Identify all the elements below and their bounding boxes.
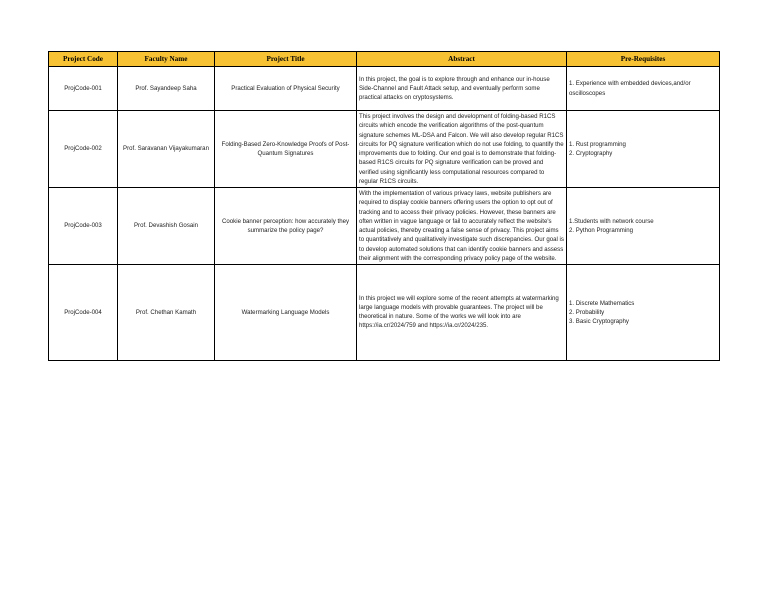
table-row [49,111,720,188]
abstract-cell: With the implementation of various privacy laws, website publishers are required to display cookie banners offering users the option to opt out of tracking and to access their privacy policies. However, these banners are often written in vague language or fail to accurately reflect the website's actual policies, thereby creating a false sense of privacy. This project aims to quantitatively and qualitatively investigate such discrepancies. Our goal is to develop automated solutions that can identify cookie banners and assess their alignment with the corresponding privacy policy page of the website. [357,188,567,265]
prerequisite-item: 1. Experience with embedded devices,and/or oscilloscopes [569,80,691,97]
table-row [49,188,720,265]
project-title-cell: Watermarking Language Models [215,265,357,361]
project-title-cell: Cookie banner perception: how accurately they summarize the policy page? [215,188,357,265]
project-code-cell: ProjCode-004 [49,265,118,361]
prerequisite-item: 3. Basic Cryptography [569,318,629,326]
abstract-cell: In this project we will explore some of the recent attempts at watermarking large language models with provable guarantees. The project will be theoretical in nature. Some of the works we will look into are https://ia.cr/2024/759 and https://ia.cr/2024/235. [357,265,567,361]
project-title-cell: Practical Evaluation of Physical Security [215,67,357,111]
prerequisite-item: 2. Python Programming [569,227,634,234]
prerequisite-item: 1.Students with network course [569,217,654,225]
prerequisites-cell [567,67,720,111]
header-row [49,52,720,67]
header-faculty-name: Faculty Name [118,52,215,67]
prerequisite-item: 2. Cryptography [569,150,613,157]
project-code-cell: ProjCode-003 [49,188,118,265]
project-code-cell: ProjCode-002 [49,111,118,188]
faculty-name-cell: Prof. Sayandeep Saha [118,67,215,111]
header-project-title: Project Title [215,52,357,67]
project-title-cell: Folding-Based Zero-Knowledge Proofs of Post-Quantum Signatures [215,111,357,188]
projects-table [48,51,720,361]
prerequisites-cell [567,265,720,361]
prerequisite-item: 2. Probability [569,308,605,316]
table-row [49,67,720,111]
table-row [49,265,720,361]
faculty-name-cell: Prof. Devashish Gosain [118,188,215,265]
project-code-cell: ProjCode-001 [49,67,118,111]
header-prerequisites: Pre-Requisites [567,52,720,67]
header-project-code: Project Code [49,52,118,67]
faculty-name-cell: Prof. Saravanan Vijayakumaran [118,111,215,188]
header-abstract: Abstract [357,52,567,67]
prerequisite-item: 1. Discrete Mathematics [569,299,635,307]
prerequisites-cell [567,111,720,188]
abstract-cell: In this project, the goal is to explore through and enhance our in-house Side-Channel and Fault Attack setup, and eventually perform some practical attacks on cryptosystems. [357,67,567,111]
prerequisite-item: 1. Rust programming [569,140,626,148]
prerequisites-cell [567,188,720,265]
abstract-cell: This project involves the design and development of folding-based R1CS circuits which encode the verification algorithms of the post-quantum signature schemes ML-DSA and Falcon. We will also develop regular R1CS circuits for PQ signature verification which do not use folding, to quantify the improvements due to folding. Our end goal is to demonstrate that folding-based R1CS circuits for PQ signature verification can be proved and verified using significantly less computational resources compared to regular R1CS circuits. [357,111,567,188]
faculty-name-cell: Prof. Chethan Kamath [118,265,215,361]
